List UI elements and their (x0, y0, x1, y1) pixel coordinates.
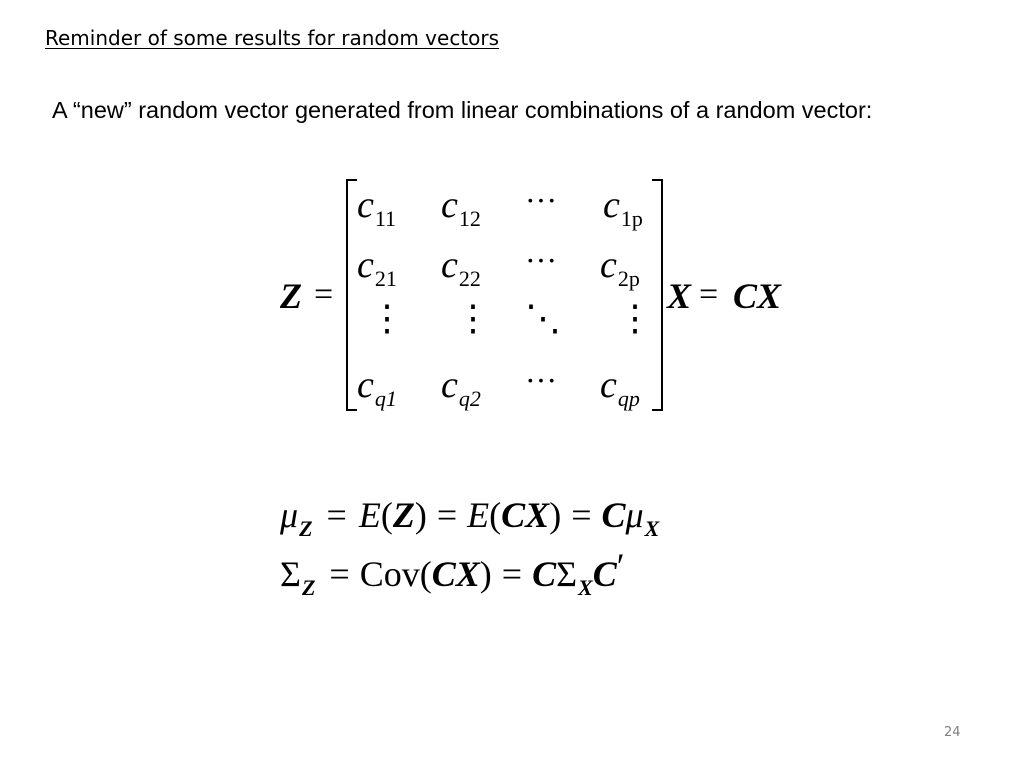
cell-sub: q2 (458, 386, 481, 411)
cell-base: c (441, 184, 458, 226)
intro-quoted-word: new (80, 97, 124, 123)
cx-result: CX (733, 276, 782, 316)
cell-base: c (357, 364, 374, 406)
matrix-hdots: ··· (525, 242, 557, 278)
close-paren: ) (414, 495, 427, 535)
equals-sign: = (699, 276, 719, 313)
cell-sub: 11 (374, 206, 397, 231)
c-matrix: C (532, 554, 557, 594)
expectation-symbol: E (467, 495, 490, 535)
cell-sub: 1p (620, 206, 643, 231)
transpose-prime: ′ (616, 546, 625, 586)
mu-symbol: μ (625, 495, 644, 535)
equals-sign: = (329, 554, 350, 594)
matrix-cell (441, 244, 481, 291)
mu-symbol: μ (280, 495, 299, 535)
open-quote: “ (72, 97, 81, 123)
cell-sub: 12 (458, 206, 481, 231)
matrix-cell (357, 244, 397, 291)
cell-sub: q1 (374, 386, 397, 411)
intro-rest: random vector generated from linear combinations of a random vector: (131, 97, 873, 123)
cell-base: c (357, 244, 374, 286)
c-matrix: C (592, 554, 617, 594)
equals-sign: = (314, 276, 334, 313)
equation-covariance (280, 546, 625, 600)
equation-mean (280, 495, 660, 541)
expectation-symbol: E (358, 495, 381, 535)
sigma-symbol: Σ (556, 554, 578, 594)
cell-base: c (603, 184, 620, 226)
c-matrix: C (601, 495, 626, 535)
matrix-hdots: ··· (525, 182, 557, 218)
z-lhs: Z (280, 276, 302, 316)
cell-base: c (441, 364, 458, 406)
sigma-subscript: Z (301, 575, 316, 600)
page-number: 24 (944, 725, 961, 740)
mu-subscript: X (644, 516, 660, 541)
cell-base: c (441, 244, 458, 286)
cell-sub: 2p (617, 266, 640, 291)
z-argument: Z (392, 495, 415, 535)
matrix-cell (441, 184, 481, 231)
matrix-cell (357, 184, 397, 231)
matrix-vdots: ⋮ (617, 298, 653, 338)
matrix-vdots: ⋮ (455, 298, 491, 338)
equals-sign: = (326, 495, 347, 535)
matrix-hdots: ··· (525, 362, 557, 398)
close-paren: ) (479, 554, 492, 594)
sigma-subscript: X (578, 575, 593, 600)
equals-sign: = (501, 554, 523, 594)
equals-sign: = (436, 495, 458, 535)
close-paren: ) (549, 495, 562, 535)
slide-title: Reminder of some results for random vectors (45, 26, 500, 50)
intro-prefix: A (52, 97, 73, 123)
open-paren: ( (489, 495, 502, 535)
matrix-vdots: ⋮ (369, 298, 405, 338)
matrix-cell (603, 184, 643, 231)
cx-argument: CX (501, 495, 550, 535)
mu-subscript: Z (299, 516, 313, 541)
cell-base: c (600, 364, 617, 406)
matrix-cell (441, 364, 481, 411)
cell-base: c (600, 244, 617, 286)
matrix-ddots: ⋱ (525, 298, 561, 338)
cell-sub: 21 (374, 266, 397, 291)
open-paren: ( (419, 554, 432, 594)
cx-argument: CX (431, 554, 480, 594)
matrix-cell (600, 364, 640, 411)
open-paren: ( (380, 495, 393, 535)
close-quote: ” (123, 97, 132, 123)
sigma-symbol: Σ (280, 554, 301, 594)
x-vector: X (667, 276, 692, 316)
cov-operator: Cov (359, 554, 420, 594)
cell-sub: qp (617, 386, 640, 411)
matrix-cell (600, 244, 640, 291)
cell-base: c (357, 184, 374, 226)
matrix-cell (357, 364, 397, 411)
cell-sub: 22 (458, 266, 481, 291)
equals-sign: = (571, 495, 592, 535)
